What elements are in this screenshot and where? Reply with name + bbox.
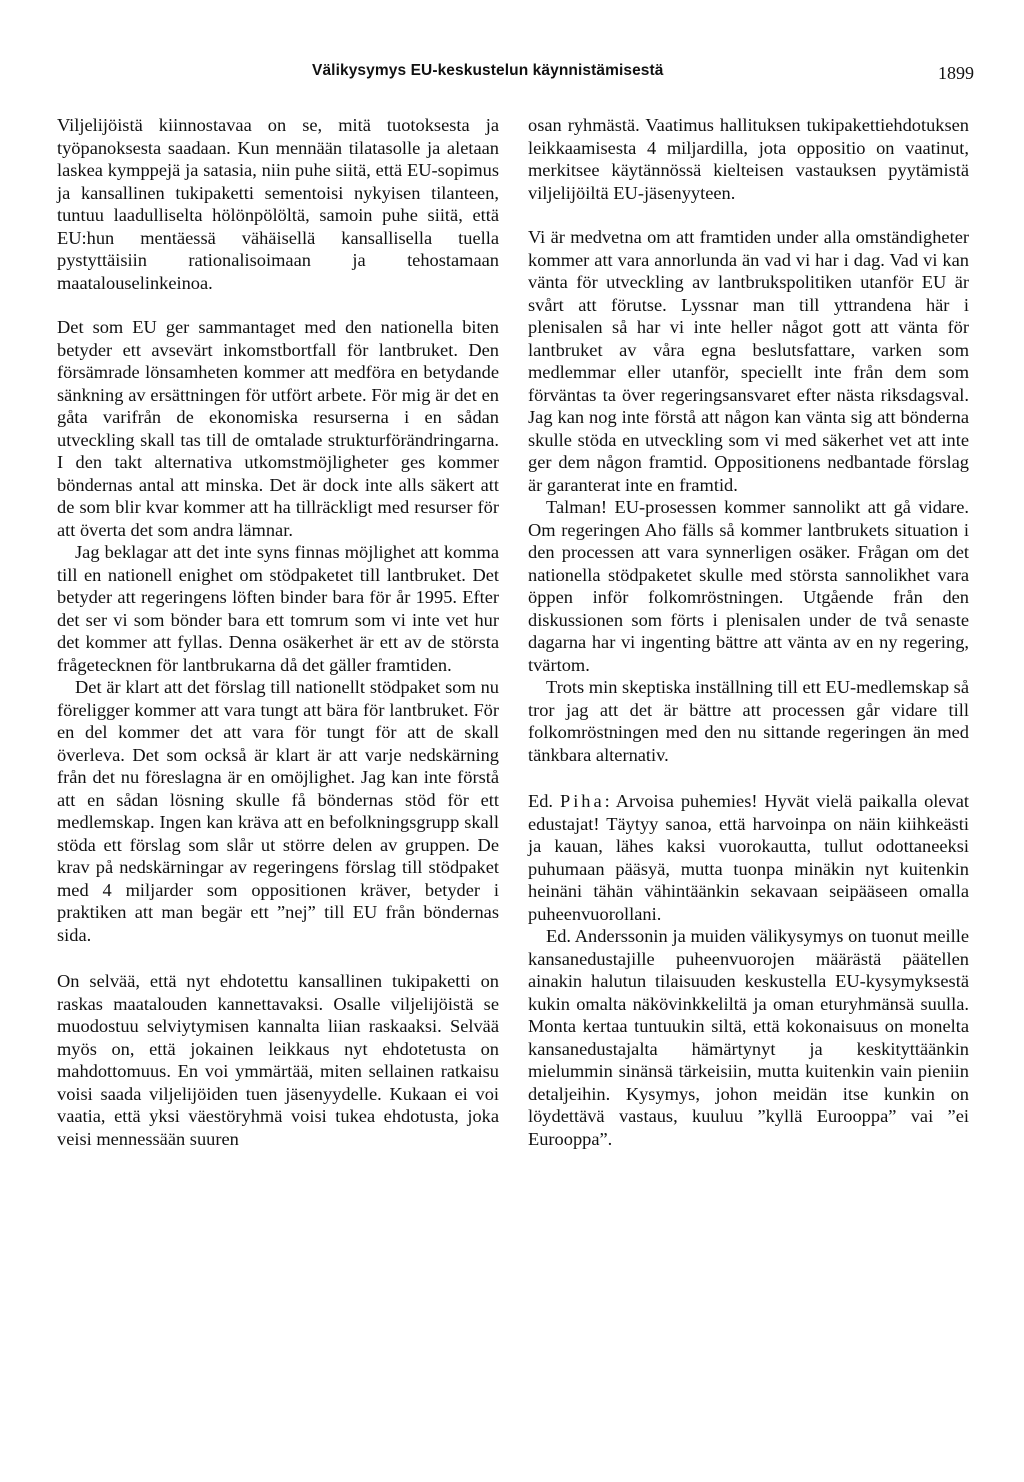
- paragraph: On selvää, että nyt ehdotettu kansallinen tukipaketti on raskas maatalouden kannettavaksi. Osalle viljelijöistä se muodostuu selviytymisen kannalta liian raskaaksi. Selvää myös on, että jokainen leikkaus nyt ehdotetusta on mahdottomuus. En voi ymmärtää, miten sellainen ratkaisu voisi saada viljelijöiden tuen jäsenyydelle. Kukaan ei voi vaatia, että yksi väestöryhmä voisi tukea ehdotusta, joka veisi mennessään suuren: [57, 971, 499, 1149]
- paragraph: Talman! EU-prosessen kommer sannolikt att gå vidare. Om regeringen Aho fälls så kommer lantbrukets situation i den processen att vara synnerligen osäker. Frågan om det nationella stödpaketet skulle med största sannolikhet vara öppen inför folkomröstningen. Utgående från den diskussionen som förts i plenisalen under de två senaste dagarna har vi ingenting bättre att vänta av en ny regering, tvärtom.: [528, 497, 969, 675]
- paragraph: osan ryhmästä. Vaatimus hallituksen tukipakettiehdotuksen leikkaamisesta 4 miljardilla, jota oppositio on vaatinut, merkitsee käytännössä kielteisen vastauksen pyytämistä viljelijöiltä EU-jäsenyyteen.: [528, 115, 969, 203]
- right-column: [528, 114, 969, 1150]
- speaker-name: Piha: [559, 791, 605, 811]
- paragraph: Vi är medvetna om att framtiden under alla omständigheter kommer att vara annorlunda än vad vi har i dag. Vad vi kan vänta för utveckling av lantbrukspolitiken utanför EU är svårt att förutse. Lyssnar man till yttrandena här i plenisalen så har vi inte heller något gott att vänta för lantbruket av våra egna beslutsfattare, varken som medlemmar eller utanför, speciellt inte från dem som förväntas ta över regeringsansvaret efter nästa riksdagsval. Jag kan nog inte förstå att någon kan vänta sig att bönderna skulle stöda en utveckling som vi med säkerhet vet att inte ger dem någon framtid. Oppositionens nedbantade förslag är garanterat inte en framtid.: [528, 227, 969, 495]
- left-column: [57, 114, 499, 1150]
- paragraph: Det är klart att det förslag till nationellt stödpaket som nu föreligger kommer att vara tungt att bära för lantbruket. För en del kommer det att vara för tungt för att de skall överleva. Det som också är klart är att varje nedskärning från det nu föreslagna är en omöjlighet. Jag kan inte förstå att en sådan lösning skulle få böndernas stöd för ett medlemskap. Ingen kan kräva att en befolkningsgrupp skall stöda ett förslag som slår ut större delen av gruppen. De krav på nedskärningar av regeringens förslag till stödpaket med 4 miljarder som oppositionen kräver, betyder i praktiken att man begär ett ”nej” till EU från böndernas sida.: [57, 677, 499, 945]
- paragraph: Trots min skeptiska inställning till ett EU-medlemskap så tror jag att det är bättre att processen går vidare till folkomröstningen med den nu sittande regeringen än med tänkbara alternativ.: [528, 677, 969, 765]
- paragraph: Det som EU ger sammantaget med den nationella biten betyder ett avsevärt inkomstbortfall för lantbruket. Den försämrade lönsamheten kommer att medföra en betydande sänkning av ersättningen för utfört arbete. För mig är det en gåta varifrån de ekonomiska resurserna i en sådan utveckling skall tas till de omtalade strukturförändringarna. I den takt alternativa utkomstmöjligheter ges kommer böndernas antal att minska. Det är dock inte alls säkert att de som blir kvar kommer att ha tillräckligt med resurser för att överta det som andra lämnar.: [57, 317, 499, 540]
- running-header-title: Välikysymys EU-keskustelun käynnistämisestä: [312, 62, 664, 79]
- speaker-paragraph: [528, 790, 969, 925]
- paragraph: Viljelijöistä kiinnostavaa on se, mitä tuotoksesta ja työpanoksesta saadaan. Kun mennään tilatasolle ja aletaan laskea kymppejä ja satasia, niin puhe siitä, että EU-sopimus ja kansallinen tukipaketti sementoisi nykyisen tilanteen, tuntuu laadulliselta hölönpölöltä, samoin puhe siitä, että EU:hun mentäessä vähäisellä kansallisella tuella pystyttäisiin rationalisoimaan ja tehostamaan maatalouselinkeinoa.: [57, 115, 499, 293]
- paragraph: Jag beklagar att det inte syns finnas möjlighet att komma till en nationell enighet om stödpaketet till lantbruket. Det betyder att regeringens löften binder bara för år 1995. Efter det ser vi som bönder bara ett tomrum som vi inte vet hur det kommer att fyllas. Denna osäkerhet är ett av de största frågetecknen för lantbrukarna då det gäller framtiden.: [57, 542, 499, 675]
- speaker-suffix: :: [604, 791, 610, 811]
- speaker-prefix: Ed.: [528, 791, 560, 811]
- speech-text: Arvoisa puhemies! Hyvät vielä paikalla olevat edustajat! Täytyy sanoa, että harvoinpa on näin kiihkeästi ja kauan, lähes kaksi vuorokautta, tullut odottaneeksi puhumaan pääsyä, mutta tuonpa minäkin nyt kuitenkin heinäni tähän vähintäänkin sekavaan seipääseen omalla puheenvuorollani.: [528, 791, 970, 924]
- page-number: 1899: [938, 63, 974, 83]
- paragraph: Ed. Anderssonin ja muiden välikysymys on tuonut meille kansanedustajille puheenvuorojen määrästä päätellen ainakin halutun tilaisuuden keskustella EU-kysymyksestä kukin omalta näkövinkkeliltä ja oman eturyhmänsä suulla. Monta kertaa tuntuukin siltä, että kokonaisuus on monelta kansanedustajalta hämärtynyt ja keskityttäänkin mielummin sinänsä tärkeisiin, mutta kuitenkin vain pieniin detaljeihin. Kysymys, johon meidän itse kunkin on löydettävä vastaus, kuuluu ”kyllä Eurooppa” vai ”ei Eurooppa”.: [528, 926, 969, 1149]
